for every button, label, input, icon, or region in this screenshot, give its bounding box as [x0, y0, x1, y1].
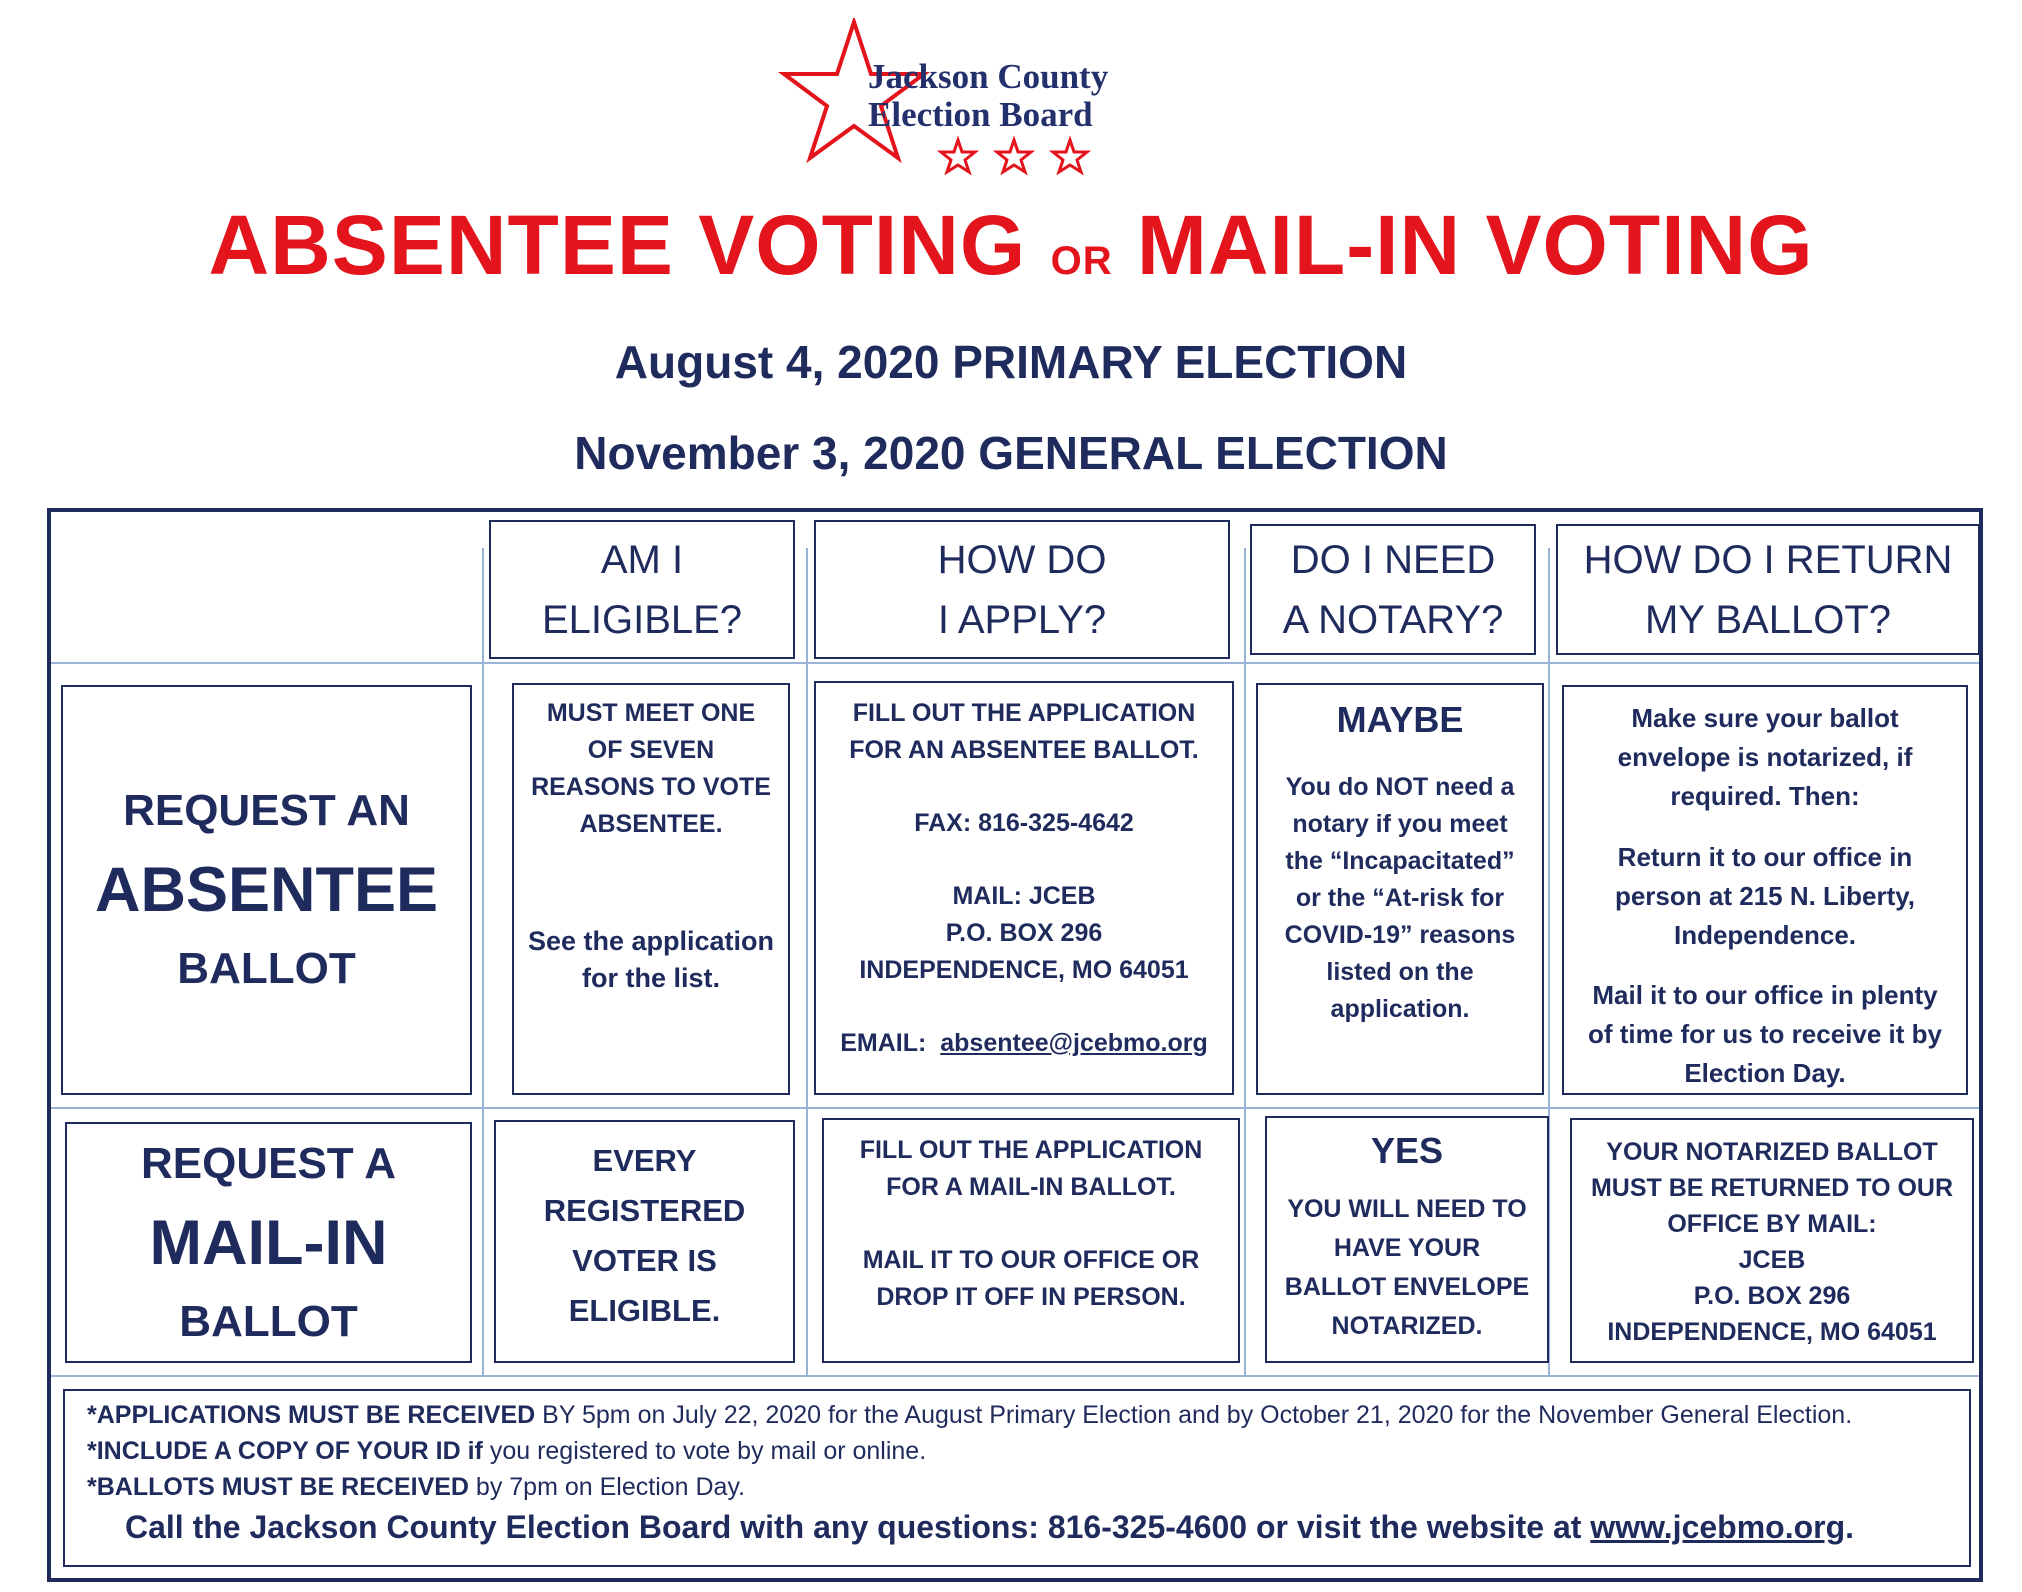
header-text: ELIGIBLE? [541, 597, 743, 642]
cell-text: Make sure your ballot [1631, 703, 1899, 733]
mailin-apply [822, 1118, 1240, 1363]
cell-text: for the list. [581, 963, 720, 993]
header-text: I APPLY? [937, 597, 1107, 642]
logo-line-1: Jackson County [868, 57, 1109, 96]
row-label-text: ABSENTEE [94, 855, 439, 925]
small-star-icon [1053, 140, 1087, 172]
cell-text: FILL OUT THE APPLICATION [852, 699, 1196, 727]
cell-text: REASONS TO VOTE [531, 773, 771, 801]
cell-text: EVERY [592, 1143, 697, 1178]
row-label-text: BALLOT [179, 1296, 358, 1346]
header-text: AM I [600, 537, 684, 582]
cell-text: DROP IT OFF IN PERSON. [876, 1283, 1186, 1311]
cell-text: OF SEVEN [587, 736, 715, 764]
row-label-text: MAIL-IN [149, 1207, 388, 1278]
cell-text: application. [1330, 995, 1470, 1023]
cell-text: COVID-19” reasons [1284, 921, 1516, 949]
cell-text: envelope is notarized, if [1617, 742, 1913, 772]
email-line [840, 1025, 1208, 1062]
cell-text: BALLOT ENVELOPE [1284, 1273, 1530, 1301]
request-absentee-label [61, 685, 472, 1095]
title-or: OR [1050, 239, 1113, 283]
small-star-icon [941, 140, 975, 172]
contact-line [125, 1509, 1854, 1546]
grid-line [51, 1107, 1979, 1109]
cell-text: MUST BE RETURNED TO OUR [1590, 1174, 1954, 1202]
cell-text: person at 215 N. Liberty, [1614, 880, 1916, 911]
cell-text: or the “At-risk for [1295, 884, 1505, 912]
cell-text: Election Day. [1684, 1058, 1846, 1088]
cell-text: INDEPENDENCE, MO 64051 [1607, 1318, 1937, 1346]
cell-text: JCEB [1738, 1246, 1806, 1274]
cell-text: P.O. BOX 296 [945, 919, 1103, 947]
note-ballots [87, 1473, 745, 1502]
grid-line [51, 662, 1979, 664]
cell-text: ABSENTEE. [579, 810, 723, 838]
logo-line-2: Election Board [868, 95, 1093, 134]
email-link[interactable]: absentee@jcebmo.org [940, 1029, 1208, 1057]
notary-answer: YES [1370, 1130, 1444, 1171]
header-return [1556, 524, 1980, 655]
email-label: EMAIL: [840, 1029, 927, 1057]
notary-answer: MAYBE [1336, 699, 1464, 740]
cell-text: ELIGIBLE. [568, 1293, 721, 1328]
grid-line [51, 1375, 1979, 1377]
contact-period: . [1845, 1509, 1855, 1545]
cell-text: HAVE YOUR [1333, 1234, 1481, 1262]
cell-text: of time for us to receive it by [1588, 1019, 1942, 1049]
page-title [0, 195, 2022, 311]
header-notary [1250, 524, 1536, 655]
cell-text: Independence. [1673, 919, 1857, 950]
cell-text: Mail it to our office in plenty [1592, 980, 1938, 1010]
cell-text: YOUR NOTARIZED BALLOT [1606, 1138, 1938, 1166]
row-label-text: REQUEST AN [123, 786, 410, 835]
note-bold: *BALLOTS MUST BE RECEIVED [87, 1473, 469, 1501]
cell-text: See the application [527, 926, 775, 956]
row-label-text: REQUEST A [140, 1138, 397, 1188]
header-text: HOW DO [937, 537, 1107, 582]
cell-text: NOTARIZED. [1331, 1312, 1483, 1340]
header-text: A NOTARY? [1282, 597, 1504, 642]
grid-line [1244, 548, 1246, 1376]
general-election-date: November 3, 2020 GENERAL ELECTION [574, 427, 1448, 479]
cell-text: MAIL IT TO OUR OFFICE OR [862, 1246, 1200, 1274]
mailin-eligibility [494, 1120, 795, 1363]
cell-text: FILL OUT THE APPLICATION [859, 1136, 1203, 1164]
contact-text: Call the Jackson County Election Board with any questions: 816-325-4600 or visit the website at [125, 1509, 1591, 1545]
note-text: you registered to vote by mail or online. [482, 1437, 927, 1465]
title-absentee: ABSENTEE VOTING [208, 198, 1027, 292]
cell-text: notary if you meet [1292, 810, 1508, 838]
footnotes [63, 1389, 1971, 1567]
mailin-notary [1265, 1116, 1549, 1363]
note-bold: *INCLUDE A COPY OF YOUR ID if [87, 1437, 483, 1465]
cell-text: listed on the [1326, 958, 1474, 986]
note-id [87, 1437, 926, 1466]
grid-line [806, 548, 808, 1376]
mailin-return [1570, 1118, 1974, 1363]
cell-text: MUST MEET ONE [546, 699, 756, 727]
cell-text: You do NOT need a [1285, 773, 1515, 801]
header-text: HOW DO I RETURN [1583, 537, 1953, 582]
absentee-apply [814, 681, 1234, 1095]
small-star-icon [997, 140, 1031, 172]
grid-line [482, 548, 484, 1376]
note-text: by 7pm on Election Day. [468, 1473, 746, 1501]
note-bold: *APPLICATIONS MUST BE RECEIVED [87, 1401, 536, 1429]
primary-election-date: August 4, 2020 PRIMARY ELECTION [614, 336, 1408, 388]
header-text: DO I NEED [1290, 537, 1496, 582]
cell-text: REGISTERED [543, 1193, 746, 1228]
cell-text: INDEPENDENCE, MO 64051 [859, 956, 1189, 984]
cell-text: OFFICE BY MAIL: [1667, 1210, 1877, 1238]
absentee-eligibility [512, 683, 790, 1095]
election-board-logo [770, 18, 1170, 178]
cell-text: the “Incapacitated” [1285, 847, 1515, 875]
cell-text: FOR A MAIL-IN BALLOT. [886, 1173, 1176, 1201]
header-text: MY BALLOT? [1644, 597, 1892, 642]
absentee-return [1562, 685, 1968, 1095]
cell-text: required. Then: [1670, 781, 1860, 811]
fax-number: FAX: 816-325-4642 [914, 809, 1134, 837]
row-label-text: BALLOT [177, 944, 356, 993]
cell-text: VOTER IS [572, 1243, 717, 1278]
header-eligible [489, 520, 795, 659]
cell-text: P.O. BOX 296 [1693, 1282, 1851, 1310]
absentee-notary [1256, 683, 1544, 1095]
note-text: BY 5pm on July 22, 2020 for the August Primary Election and by October 21, 2020 for the November General Election. [535, 1401, 1853, 1429]
header-apply [814, 520, 1230, 659]
note-applications [87, 1401, 1852, 1430]
website-link[interactable]: www.jcebmo.org [1590, 1509, 1846, 1545]
cell-text: Return it to our office in [1617, 841, 1913, 872]
title-mail-in: MAIL-IN VOTING [1136, 198, 1814, 292]
cell-text: MAIL: JCEB [952, 882, 1096, 910]
request-mailin-label [65, 1122, 472, 1363]
cell-text: YOU WILL NEED TO [1287, 1195, 1527, 1223]
cell-text: FOR AN ABSENTEE BALLOT. [849, 736, 1199, 764]
